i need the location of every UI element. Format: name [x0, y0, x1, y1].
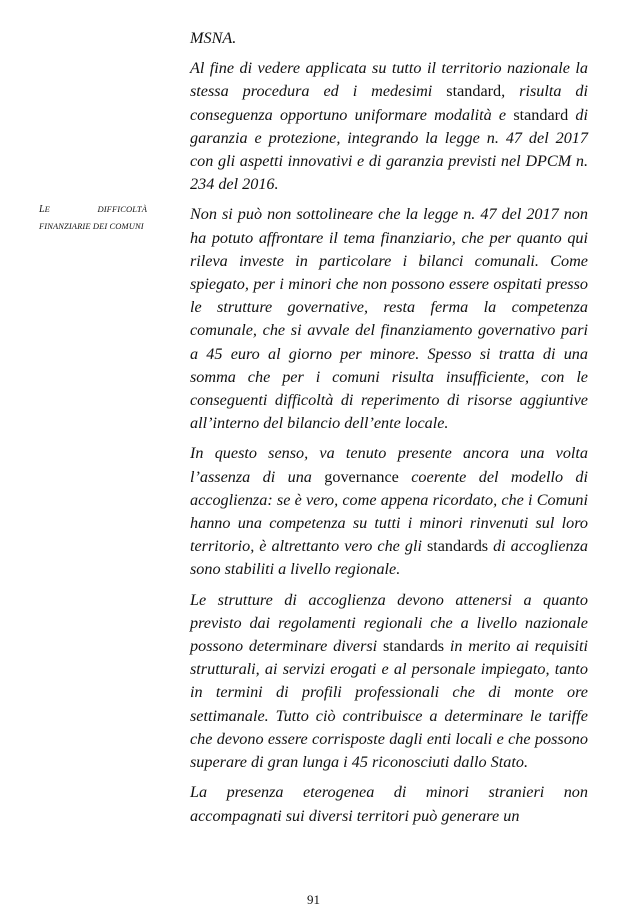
- page-number: 91: [307, 892, 320, 907]
- term-upright: standards: [382, 637, 445, 656]
- text-run: Non si può non sottolineare che la legge n. 47 del 2017 non ha potuto affrontare il tema finanziario, che per quanto qui rileva investe in particolare i bilanci comunali. Come spiegato, per i minori che non possono essere ospitati presso le strutture governative, resta ferma la competenza comunale, che si avvale del finanziamento governativo pari a 45 euro al giorno per minore. Spesso si tratta di una somma che per i comuni risulta insufficiente, con le conseguenti difficoltà di reperimento di risorse aggiuntive all’interno del bilancio dell’ente locale.: [190, 205, 588, 433]
- paragraph: [190, 57, 588, 196]
- term-upright: governance: [324, 467, 399, 486]
- body-text: [190, 27, 588, 835]
- margin-note-initial: L: [39, 204, 45, 215]
- margin-note-text: E DIFFICOLTÀ FINANZIARIE DEI COMUNI: [39, 204, 147, 231]
- text-run: In questo senso, va tenuto presente ancora una volta l’assenza di una: [190, 444, 588, 486]
- margin-note: [39, 201, 147, 235]
- paragraph: [190, 27, 588, 50]
- term-upright: standard: [446, 82, 502, 101]
- paragraph: [190, 781, 588, 827]
- term-upright: standards: [426, 537, 489, 556]
- paragraph: [190, 442, 588, 581]
- term-upright: standard: [513, 105, 569, 124]
- text-run: La presenza eterogenea di minori stranieri non accompagnati sui diversi territori può generare un: [190, 783, 588, 825]
- text-run: di accoglienza sono stabiliti a livello regionale.: [190, 537, 588, 579]
- text-run: coerente del modello di accoglienza: se è vero, come appena ricordato, che i Comuni hanno una competenza su tutti i minori rinvenuti sul loro territorio, è altrettanto vero che gli: [190, 467, 588, 556]
- text-run: Le strutture di accoglienza devono attenersi a quanto previsto dai regolamenti regionali che a livello nazionale possono determinare diversi: [190, 590, 588, 656]
- text-run: Al fine di vedere applicata su tutto il territorio nazionale la stessa procedura ed i medesimi: [190, 59, 588, 101]
- text-run: , risulta di conseguenza opportuno uniformare modalità e: [190, 82, 588, 124]
- paragraph: [190, 589, 588, 775]
- text-run: di garanzia e protezione, integrando la legge n. 47 del 2017 con gli aspetti innovativi e di garanzia previsti nel DPCM n. 234 del 2016.: [190, 105, 588, 194]
- paragraph: [190, 203, 588, 435]
- text-run: MSNA.: [190, 29, 237, 47]
- text-run: in merito ai requisiti strutturali, ai servizi erogati e al personale impiegato, tanto in termini di profili professionali che di monte ore settimanale. Tutto ciò contribuisce a determinare le tariffe che devono essere corrisposte dagli enti locali e che possono superare di gran lunga i 45 riconosciuti dallo Stato.: [190, 637, 588, 772]
